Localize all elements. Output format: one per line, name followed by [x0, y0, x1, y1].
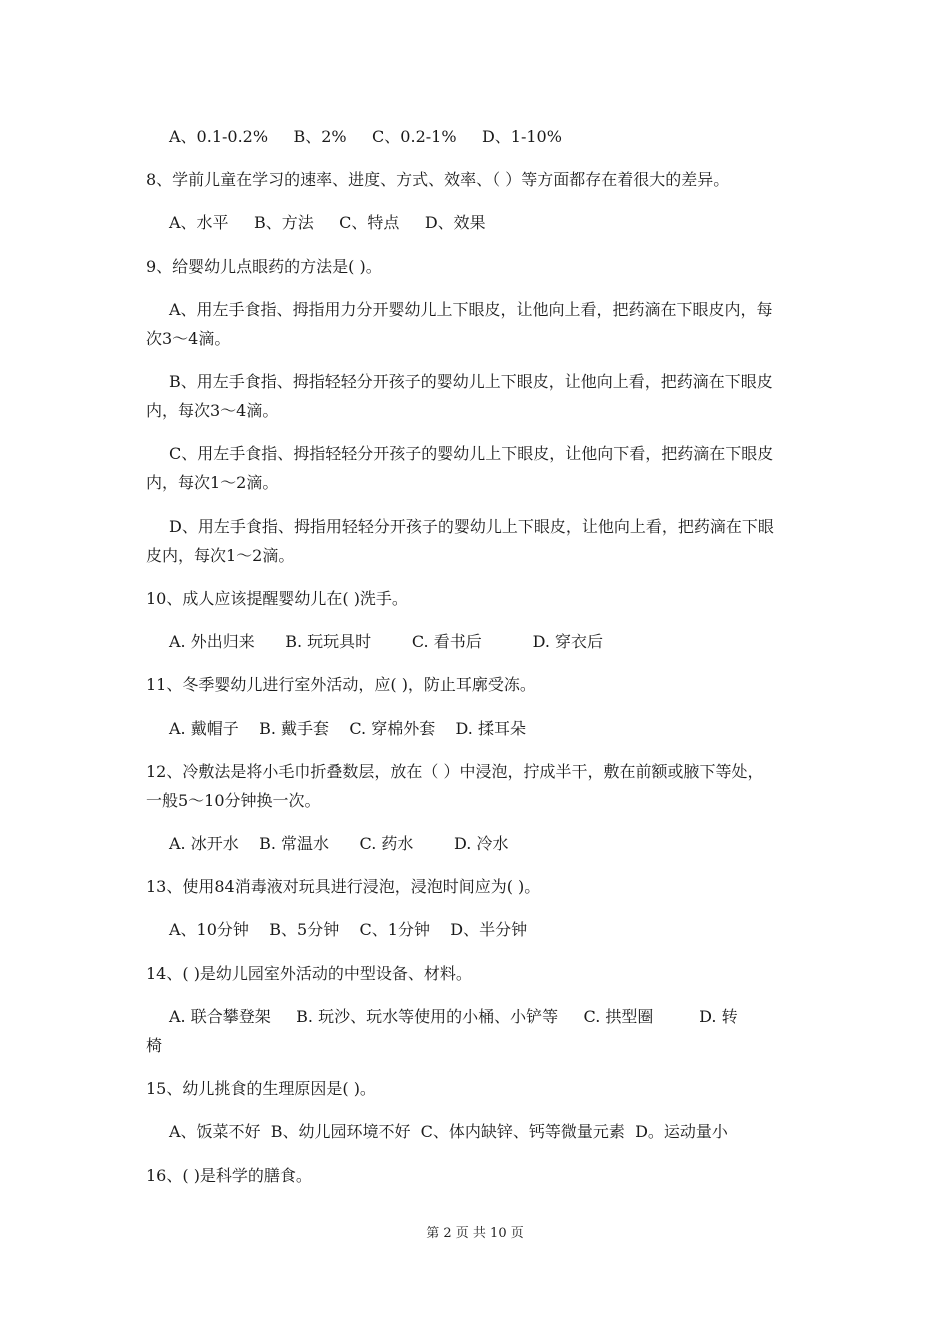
- question-16: 16、( )是科学的膳食。: [146, 1166, 312, 1185]
- q9-option-a-line1: A、用左手食指、拇指用力分开婴幼儿上下眼皮，让他向上看，把药滴在下眼皮内，每: [169, 300, 773, 319]
- q9-option-c-line2: 内，每次1～2滴。: [146, 473, 279, 492]
- q9-option-c-line1: C、用左手食指、拇指轻轻分开孩子的婴幼儿上下眼皮，让他向下看，把药滴在下眼皮: [169, 444, 774, 463]
- q11-options: A. 戴帽子 B. 戴手套 C. 穿棉外套 D. 揉耳朵: [169, 719, 526, 738]
- question-10: 10、成人应该提醒婴幼儿在( )洗手。: [146, 589, 408, 608]
- q9-option-d-line2: 皮内，每次1～2滴。: [146, 546, 295, 565]
- question-8: 8、学前儿童在学习的速率、进度、方式、效率、（ ）等方面都存在着很大的差异。: [146, 170, 730, 189]
- q13-options: A、10分钟 B、5分钟 C、1分钟 D、半分钟: [169, 920, 528, 939]
- q9-option-b-line1: B、用左手食指、拇指轻轻分开孩子的婴幼儿上下眼皮，让他向上看，把药滴在下眼皮: [169, 372, 773, 391]
- q9-option-d-line1: D、用左手食指、拇指用轻轻分开孩子的婴幼儿上下眼皮，让他向上看，把药滴在下眼: [169, 517, 774, 536]
- q14-options: A. 联合攀登架 B. 玩沙、玩水等使用的小桶、小铲等 C. 拱型圈 D. 转: [169, 1007, 738, 1026]
- q8-options: A、水平 B、方法 C、特点 D、效果: [169, 213, 486, 232]
- question-11: 11、冬季婴幼儿进行室外活动，应( )，防止耳廓受冻。: [146, 675, 536, 694]
- question-12-line2: 一般5～10分钟换一次。: [146, 791, 321, 810]
- q9-option-b-line2: 内，每次3～4滴。: [146, 401, 279, 420]
- question-12-line1: 12、冷敷法是将小毛巾折叠数层，放在（ ）中浸泡，拧成半干，敷在前额或腋下等处，: [146, 762, 764, 781]
- q7-options: A、0.1-0.2% B、2% C、0.2-1% D、1-10%: [169, 127, 562, 146]
- page-footer: 第 2 页 共 10 页: [426, 1226, 524, 1241]
- question-15: 15、幼儿挑食的生理原因是( )。: [146, 1079, 376, 1098]
- q10-options: A. 外出归来 B. 玩玩具时 C. 看书后 D. 穿衣后: [169, 632, 603, 651]
- question-14: 14、( )是幼儿园室外活动的中型设备、材料。: [146, 964, 472, 983]
- question-13: 13、使用84消毒液对玩具进行浸泡，浸泡时间应为( )。: [146, 877, 541, 896]
- question-9: 9、给婴幼儿点眼药的方法是( )。: [146, 257, 382, 276]
- q15-options: A、饭菜不好 B、幼儿园环境不好 C、体内缺锌、钙等微量元素 D。运动量小: [169, 1122, 728, 1141]
- q12-options: A. 冰开水 B. 常温水 C. 药水 D. 冷水: [169, 834, 509, 853]
- q9-option-a-line2: 次3～4滴。: [146, 329, 231, 348]
- q14-options-continued: 椅: [146, 1036, 163, 1055]
